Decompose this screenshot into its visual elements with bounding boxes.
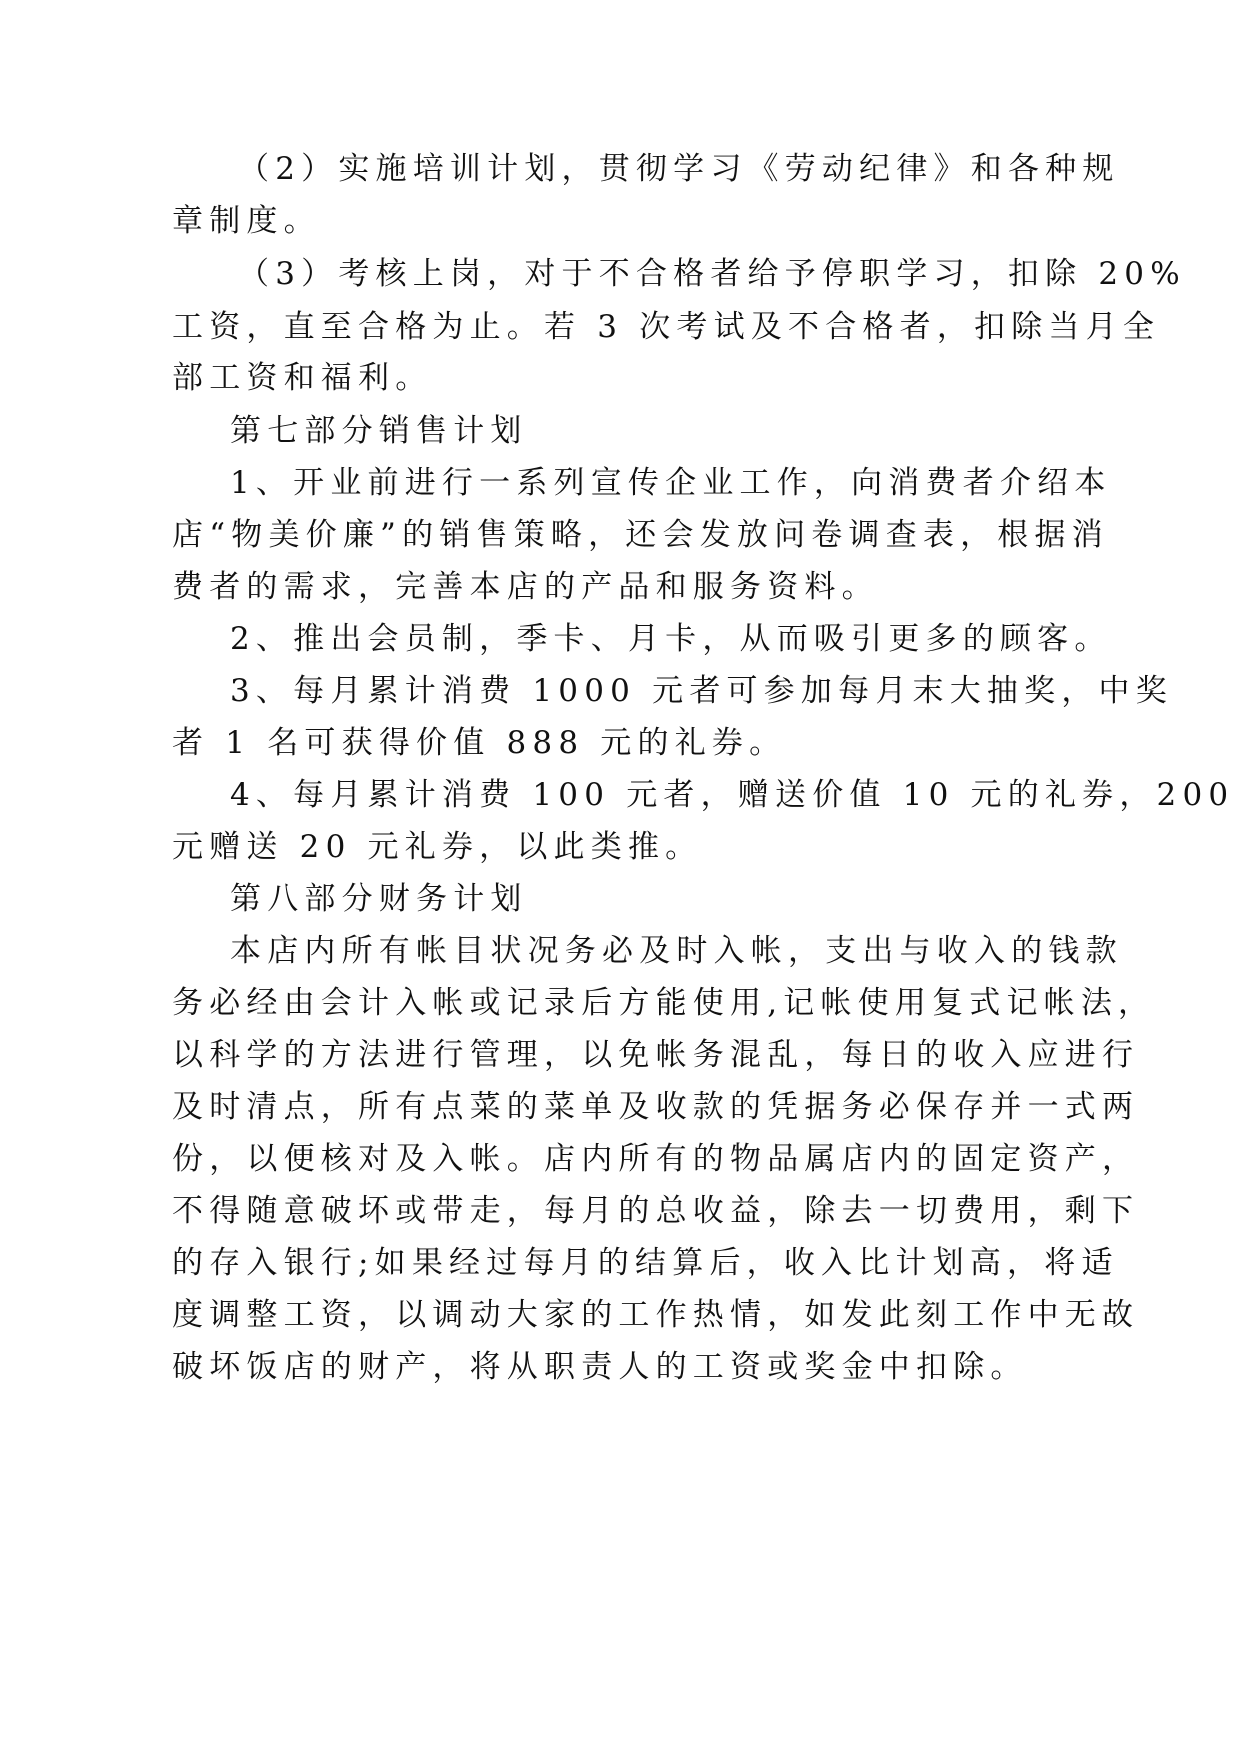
text-line-18: 以科学的方法进行管理，以免帐务混乱，每日的收入应进行 <box>172 1037 1140 1073</box>
text-line-11: 3、每月累计消费 1000 元者可参加每月末大抽奖，中奖 <box>230 673 1173 709</box>
text-line-16: 本店内所有帐目状况务必及时入帐，支出与收入的钱款 <box>230 933 1123 969</box>
text-line-13: 4、每月累计消费 100 元者，赠送价值 10 元的礼券，200 <box>230 777 1235 813</box>
text-line-22: 的存入银行;如果经过每月的结算后，收入比计划高，将适 <box>172 1245 1119 1281</box>
text-line-21: 不得随意破坏或带走，每月的总收益，除去一切费用，剩下 <box>172 1193 1140 1229</box>
text-line-24: 破坏饭店的财产，将从职责人的工资或奖金中扣除。 <box>172 1349 1028 1385</box>
text-line-8: 店“物美价廉”的销售策略，还会发放问卷调查表，根据消 <box>172 517 1109 553</box>
text-line-5: 部工资和福利。 <box>172 360 433 396</box>
text-line-7: 1、开业前进行一系列宣传企业工作，向消费者介绍本 <box>230 465 1112 501</box>
text-line-2: 章制度。 <box>172 203 321 239</box>
text-line-12: 者 1 名可获得价值 888 元的礼券。 <box>172 725 787 761</box>
text-line-19: 及时清点，所有点菜的菜单及收款的凭据务必保存并一式两 <box>172 1089 1140 1125</box>
section-heading-sales: 第七部分销售计划 <box>230 413 528 449</box>
text-line-4: 工资，直至合格为止。若 3 次考试及不合格者，扣除当月全 <box>172 309 1161 345</box>
text-line-9: 费者的需求，完善本店的产品和服务资料。 <box>172 569 879 605</box>
section-heading-finance: 第八部分财务计划 <box>230 881 528 917</box>
text-line-23: 度调整工资，以调动大家的工作热情，如发此刻工作中无故 <box>172 1297 1140 1333</box>
text-line-14: 元赠送 20 元礼券，以此类推。 <box>172 829 703 865</box>
text-line-10: 2、推出会员制，季卡、月卡，从而吸引更多的顾客。 <box>230 621 1112 657</box>
text-line-20: 份，以便核对及入帐。店内所有的物品属店内的固定资产， <box>172 1141 1140 1177</box>
text-line-3: （3）考核上岗，对于不合格者给予停职学习，扣除 20% <box>238 256 1186 292</box>
text-line-1: （2）实施培训计划，贯彻学习《劳动纪律》和各种规 <box>238 151 1120 187</box>
text-line-17: 务必经由会计入帐或记录后方能使用,记帐使用复式记帐法， <box>172 985 1156 1021</box>
